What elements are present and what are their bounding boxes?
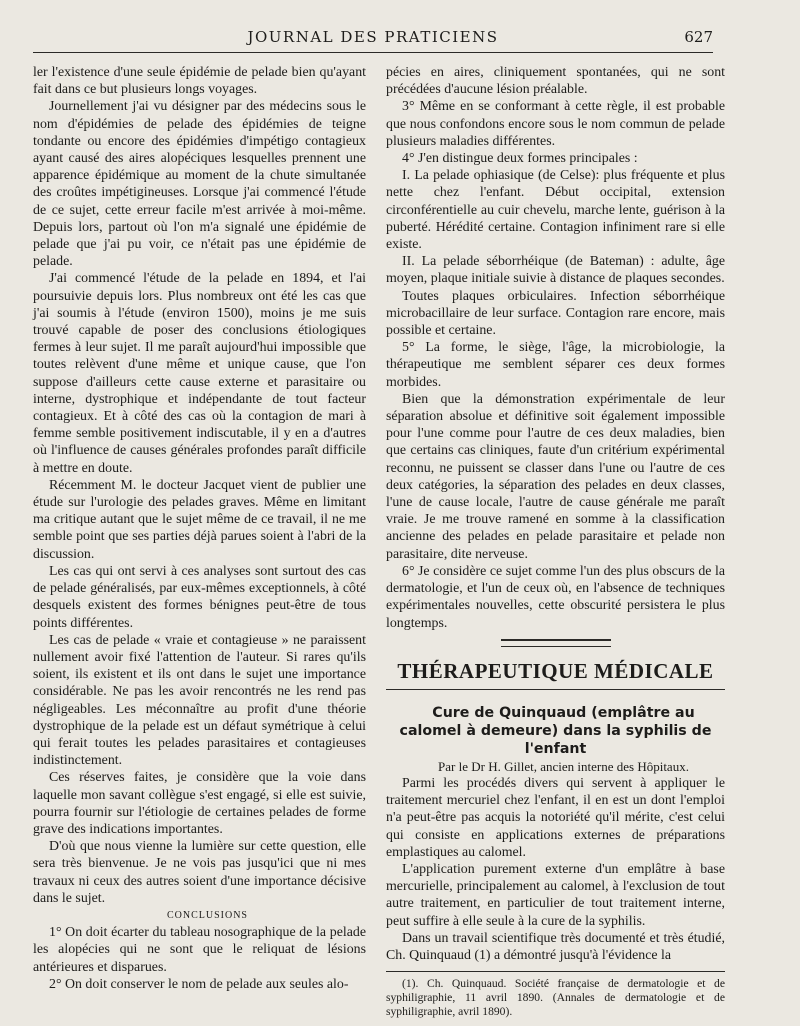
paragraph: 4° J'en distingue deux formes principales : <box>402 151 638 167</box>
conclusion-item: 1° On doit écarter du tableau nosographique de la pelade les alopécies qui ne sont que le reliquat de lésions antérieures et disparues. <box>33 925 366 975</box>
paragraph: D'où que nous vienne la lumière sur cette question, elle sera très bienvenue. Je ne vois pas jusqu'ici que ni mes travaux ni ceux des autres soient d'une importance décisive dans le sujet. <box>33 839 366 906</box>
conclusion-item: 2° On doit conserver le nom de pelade aux seules alo- <box>49 976 349 992</box>
footnote: (1). Ch. Quinquaud. Société française de dermatologie et de syphiligraphie, 11 avril 1890. (Annales de dermatologie et de syphiligraphie, avril 1890). <box>386 977 725 1019</box>
footnote-rule <box>386 971 725 972</box>
paragraph: Récemment M. le docteur Jacquet vient de publier une étude sur l'urologie des pelades graves. Même en limitant ma critique autant que le sujet même de ce travail, il ne me semble point que ses parties déjà parues soient à l'abri de la discussion. <box>33 477 366 562</box>
paragraph: 3° Même en se conformant à cette règle, il est probable que nous confondons encore sous le nom commun de pelade plusieurs maladies différentes. <box>386 99 725 149</box>
paragraph: Bien que la démonstration expérimentale de leur séparation absolue et définitive soit également impossible pour l'une comme pour l'autre de ces deux maladies, bien que certains cas cliniques, faute d'un critérium expérimental reconnu, ne puissent se classer dans l'une ou l'autre de ces deux catégories, la séparation des pelades en deux classes, l'une de cause locale, l'autre de cause générale me paraît vraie. Je me trouve ramené en somme à la classification ancienne des pelades en pelade parasitaire et pelade non parasitaire, dite nerveuse. <box>386 391 725 562</box>
paragraph: I. La pelade ophiasique (de Celse): plus fréquente et plus nette chez l'enfant. Début occipital, extension circonférentielle au cuir chevelu, marche lente, guérison à la puberté. Hérédité certaine. Contagion infiniment rare si elle existe. <box>386 168 725 253</box>
paragraph: 5° La forme, le siège, l'âge, la microbiologie, la thérapeutique me semblent séparer ces deux formes morbides. <box>386 340 725 390</box>
conclusions-heading: CONCLUSIONS <box>166 909 248 921</box>
paragraph: Ces réserves faites, je considère que la voie dans laquelle mon savant collègue s'est engagé, si elle est suivie, pourra fournir sur l'étiologie de certaines pelades de forme grave des indications importantes. <box>33 770 366 837</box>
paragraph: Les cas qui ont servi à ces analyses sont surtout des cas de pelade généralisés, par eux-mêmes exceptionnels, à côté desquels existent des formes bénignes peut-être de tous points différentes. <box>33 563 366 631</box>
paragraph: J'ai commencé l'étude de la pelade en 1894, et l'ai poursuivie depuis lors. Plus nombreux ont été les cas que j'ai soumis à l'étude (environ 1500), moins je me suis trouvé capable de poser des conclusions étiologiques fermes à leur sujet. Il me paraît aujourd'hui impossible que toutes relèvent d'une même et unique cause, que l'on suppose d'ailleurs cette cause externe et parasitaire ou interne, dystrophique et indépendante de tout facteur contagieux. Et à côté des cas où la contagion de mari à femme semble positivement indiscutable, il y en a d'autres où l'influence de causes générales profondes paraît difficile à mettre en doute. <box>33 271 366 476</box>
paragraph: 6° Je considère ce sujet comme l'un des plus obscurs de la dermatologie, et l'un de ceux où, en l'absence de techniques expérimentales nouvelles, cette obscurité persistera le plus longtemps. <box>386 563 725 631</box>
paragraph: II. La pelade séborrhéique (de Bateman) : adulte, âge moyen, plaque initiale suivie à distance de plaques secondes. <box>386 254 725 287</box>
right-column <box>386 64 725 1019</box>
page-number: 627 <box>684 28 713 46</box>
byline: Par le Dr H. Gillet, ancien interne des Hôpitaux. <box>438 758 689 774</box>
left-column <box>33 64 366 993</box>
section-rule <box>386 689 725 690</box>
paragraph: Toutes plaques orbiculaires. Infection séborrhéique microbacillaire de leur surface. Contagion rare encore, mais possible et certaine. <box>386 288 725 339</box>
journal-title: JOURNAL DES PRATICIENS <box>247 28 499 46</box>
paragraph: L'application purement externe d'un emplâtre à base mercurielle, principalement au calomel, à l'exclusion de tout autre traitement, en particulier de tout traitement interne, peut suffire à elle seule à la cure de la syphilis. <box>386 861 725 929</box>
paragraph: Parmi les procédés divers qui servent à appliquer le traitement mercuriel chez l'enfant, il en est un dont l'emploi n'a peut-être pas acquis la notoriété qu'il mérite, c'est celui qui consiste en applications externes de préparations emplastiques au calomel. <box>386 775 725 860</box>
paragraph: Les cas de pelade « vraie et contagieuse » ne paraissent nullement avoir fixé l'attention de l'auteur. Si rares qu'ils soient, ils existent et ils ont dans le sujet une importance considérable. Ne pas les avoir rencontrés ne les rend pas négligeables. Les méconnaître au profit d'une théorie dystrophique de la pelade est un défaut symétrique à celui qui ferait toutes les pelades parasitaires et contagieuses indistinctement. <box>33 632 366 769</box>
paragraph: pécies en aires, cliniquement spontanées, qui ne sont précédées d'aucune lésion préalable. <box>386 65 725 98</box>
article-title: Cure de Quinquaud (emplâtre au calomel à demeure) dans la syphilis de l'enfant <box>399 704 712 757</box>
section-separator <box>501 639 611 647</box>
paragraph: Journellement j'ai vu désigner par des médecins sous le nom d'épidémies de pelade des épidémies de teigne tondante ou encore des épidémies d'impétigo contagieux ayant causé des aires alopéciques lesquelles prennent une apparence épidémique au moment de la chute simultanée des croûtes impétigineuses. Lorsque j'ai commencé l'étude de ce sujet, cette erreur facile m'est arrivée à moi-même. Depuis lors, partout où l'on m'a signalé une épidémie de pelade que j'ai pu voir, ce n'était pas une épidémie de pelade. <box>33 99 366 270</box>
section-title: THÉRAPEUTIQUE MÉDICALE <box>397 658 714 683</box>
header-rule <box>33 52 713 53</box>
running-header <box>33 28 713 48</box>
paragraph: ler l'existence d'une seule épidémie de pelade bien qu'ayant fait dans ce but plusieurs longs voyages. <box>33 65 366 98</box>
paragraph: Dans un travail scientifique très documenté et très étudié, Ch. Quinquaud (1) a démontré jusqu'à l'évidence la <box>386 930 725 963</box>
